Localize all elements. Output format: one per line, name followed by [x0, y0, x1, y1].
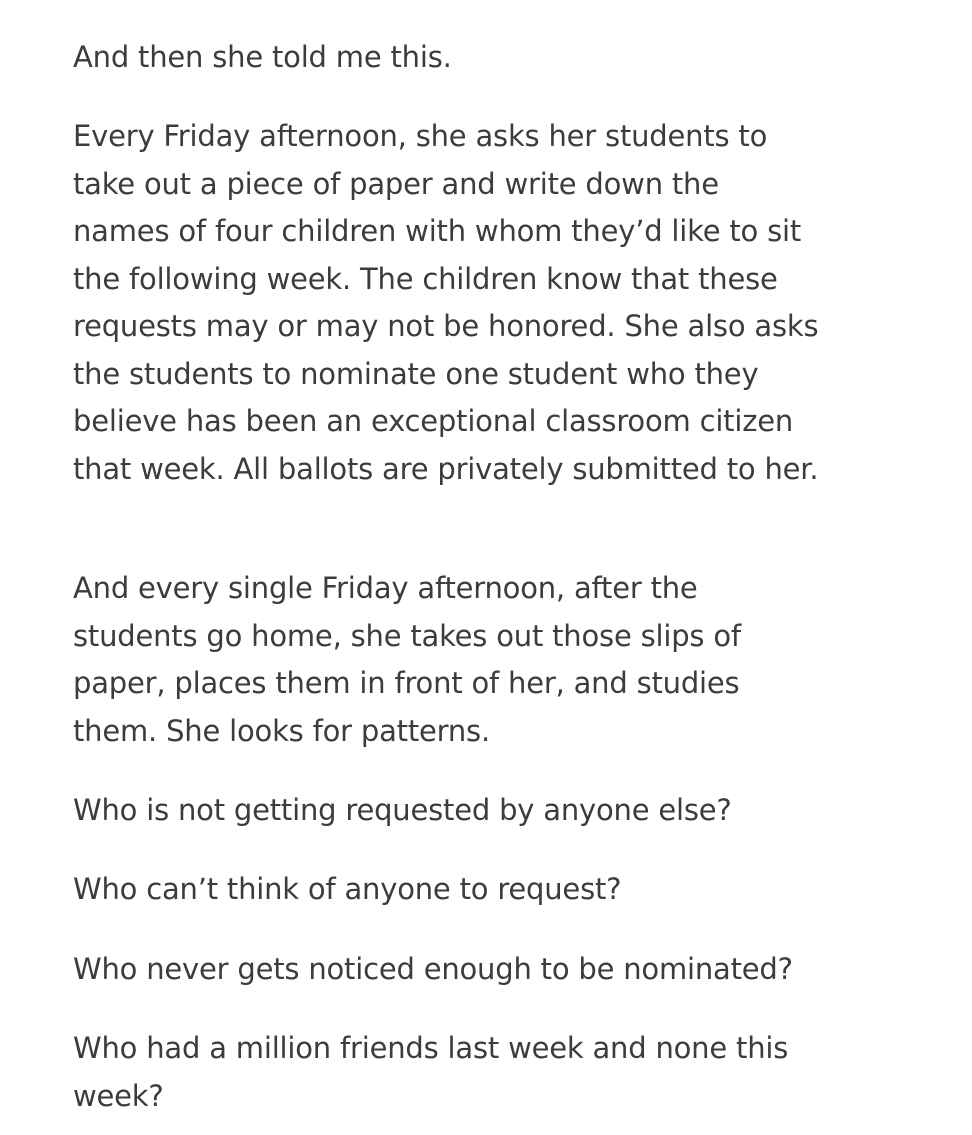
text-line: students go home, she takes out those slips of: [73, 618, 741, 653]
paragraph-question-million-friends: [73, 1025, 788, 1120]
paragraph-question-never-noticed: [73, 946, 793, 994]
text-line: names of four children with whom they’d like to sit: [73, 214, 802, 248]
text-line: them. She looks for patterns.: [73, 713, 490, 748]
text-line: requests may or may not be honored. She also asks: [73, 309, 819, 343]
paragraph-question-not-requested: [73, 787, 732, 835]
text-line: the students to nominate one student who they: [73, 356, 759, 391]
text-line: And every single Friday afternoon, after the: [73, 571, 698, 605]
paragraph-question-cant-request: [73, 866, 621, 914]
text-line: Who had a million friends last week and none this: [73, 1031, 789, 1065]
text-line: Every Friday afternoon, she asks her students to: [73, 119, 768, 153]
text-line: take out a piece of paper and write down the: [73, 166, 719, 201]
text-line: Who can’t think of anyone to request?: [73, 872, 622, 906]
text-line: that week. All ballots are privately submitted to her.: [73, 451, 819, 486]
paragraph-intro: [73, 34, 452, 82]
paragraph-studies-slips: [73, 565, 741, 755]
text-line: believe has been an exceptional classroom citizen: [73, 404, 794, 438]
text-line: Who never gets noticed enough to be nominated?: [73, 952, 793, 986]
text-line: Who is not getting requested by anyone else?: [73, 793, 732, 827]
paragraph-friday-requests: [73, 113, 818, 493]
text-line: And then she told me this.: [73, 40, 452, 74]
text-line: the following week. The children know that these: [73, 261, 778, 296]
text-line: week?: [73, 1078, 164, 1113]
text-line: paper, places them in front of her, and studies: [73, 666, 740, 700]
